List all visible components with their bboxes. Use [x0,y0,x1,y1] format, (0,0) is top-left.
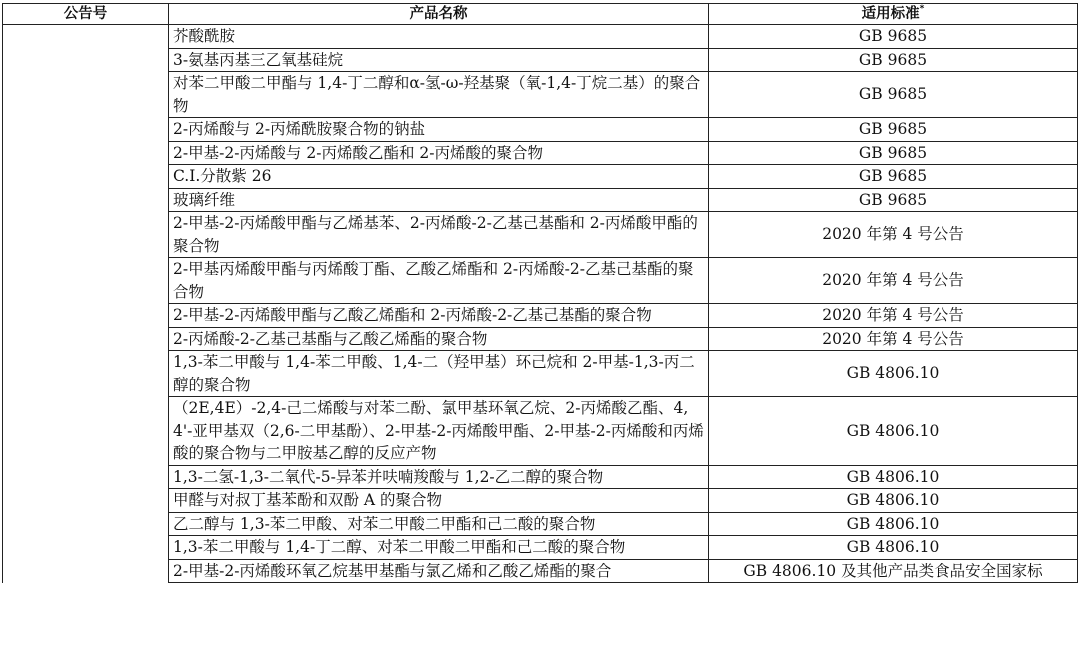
product-name-cell: 2-甲基-2-丙烯酸甲酯与乙烯基苯、2-丙烯酸-2-乙基己基酯和 2-丙烯酸甲酯的聚合物 [169,212,709,258]
standard-cell: 2020 年第 4 号公告 [709,304,1078,328]
standard-cell: GB 9685 [709,72,1078,118]
header-announcement-no [3,4,169,25]
product-name-cell: 对苯二甲酸二甲酯与 1,4-丁二醇和α-氢-ω-羟基聚（氧-1,4-丁烷二基）的聚合物 [169,72,709,118]
table-body [3,25,1078,583]
header-product-name [169,4,709,25]
table-header [3,4,1078,25]
standard-cell: GB 9685 [709,118,1078,142]
product-name-cell: （2E,4E）-2,4-己二烯酸与对苯二酚、氯甲基环氧乙烷、2-丙烯酸乙酯、4,4'-亚甲基双（2,6-二甲基酚）、2-甲基-2-丙烯酸甲酯、2-甲基-2-丙烯酸和丙烯酸的聚合物与二甲胺基乙醇的反应产物 [169,397,709,466]
product-name-cell: 乙二醇与 1,3-苯二甲酸、对苯二甲酸二甲酯和己二酸的聚合物 [169,512,709,536]
standard-cell: 2020 年第 4 号公告 [709,258,1078,304]
standard-cell: GB 9685 [709,48,1078,72]
product-name-cell: 玻璃纤维 [169,188,709,212]
standard-cell: GB 9685 [709,25,1078,49]
header-applicable-standard [709,4,1078,25]
product-name-cell: 2-甲基丙烯酸甲酯与丙烯酸丁酯、乙酸乙烯酯和 2-丙烯酸-2-乙基己基酯的聚合物 [169,258,709,304]
standard-cell: GB 4806.10 [709,351,1078,397]
standards-table [2,3,1078,583]
standard-cell: 2020 年第 4 号公告 [709,212,1078,258]
product-name-cell: 1,3-二氢-1,3-二氧代-5-异苯并呋喃羧酸与 1,2-乙二醇的聚合物 [169,465,709,489]
product-name-cell: 2-甲基-2-丙烯酸环氧乙烷基甲基酯与氯乙烯和乙酸乙烯酯的聚合 [169,559,709,583]
product-name-cell: 2-丙烯酸-2-乙基己基酯与乙酸乙烯酯的聚合物 [169,327,709,351]
product-name-cell: 1,3-苯二甲酸与 1,4-丁二醇、对苯二甲酸二甲酯和己二酸的聚合物 [169,536,709,560]
standard-cell: GB 9685 [709,188,1078,212]
table-row [3,25,1078,49]
standard-cell: GB 4806.10 [709,465,1078,489]
standard-cell: GB 9685 [709,141,1078,165]
standard-cell: GB 4806.10 [709,512,1078,536]
standard-cell: 2020 年第 4 号公告 [709,327,1078,351]
standard-cell: GB 4806.10 [709,397,1078,466]
announcement-no-cell [3,25,169,583]
header-announcement-no-label: 公告号 [63,6,108,22]
product-name-cell: 芥酸酰胺 [169,25,709,49]
standard-cell: GB 4806.10 [709,536,1078,560]
standard-cell: GB 4806.10 及其他产品类食品安全国家标 [709,559,1078,583]
product-name-cell: 2-甲基-2-丙烯酸甲酯与乙酸乙烯酯和 2-丙烯酸-2-乙基己基酯的聚合物 [169,304,709,328]
header-row [3,4,1078,25]
product-name-cell: 2-甲基-2-丙烯酸与 2-丙烯酸乙酯和 2-丙烯酸的聚合物 [169,141,709,165]
header-product-name-label: 产品名称 [409,6,468,22]
product-name-cell: 甲醛与对叔丁基苯酚和双酚 A 的聚合物 [169,489,709,513]
product-name-cell: 3-氨基丙基三乙氧基硅烷 [169,48,709,72]
product-name-cell: 2-丙烯酸与 2-丙烯酰胺聚合物的钠盐 [169,118,709,142]
header-standard-footnote-mark: * [919,4,925,14]
product-name-cell: C.I.分散紫 26 [169,165,709,189]
product-name-cell: 1,3-苯二甲酸与 1,4-苯二甲酸、1,4-二（羟甲基）环己烷和 2-甲基-1,3-丙二醇的聚合物 [169,351,709,397]
standard-cell: GB 9685 [709,165,1078,189]
standard-cell: GB 4806.10 [709,489,1078,513]
header-applicable-standard-label: 适用标准 [861,6,920,22]
